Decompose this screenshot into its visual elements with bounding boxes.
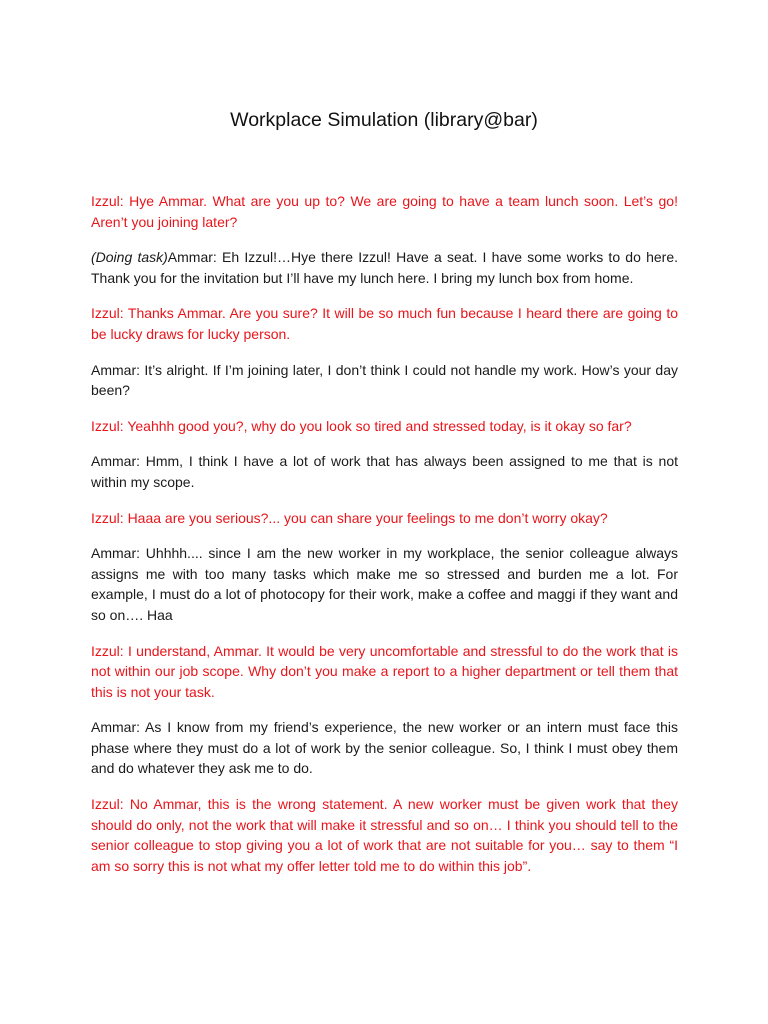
dialogue-line-ammar	[91, 360, 678, 401]
dialogue-text: Ammar: Eh Izzul!…Hye there Izzul! Have a seat. I have some works to do here. Thank you for the invitation but I’ll have my lunch here. I bring my lunch box from home.	[91, 249, 679, 286]
dialogue-text: Izzul: Hye Ammar. What are you up to? We are going to have a team lunch soon. Let’s go! Aren’t you joining later?	[91, 193, 678, 230]
dialogue-text: Izzul: I understand, Ammar. It would be very uncomfortable and stressful to do the work that is not within our job scope. Why don’t you make a report to a higher department or tell them that this is not your task.	[91, 642, 678, 700]
dialogue-text: Ammar: Uhhhh.... since I am the new worker in my workplace, the senior colleague always assigns me with too many tasks which make me so stressed and burden me a lot. For example, I must do a lot of photocopy for their work, make a coffee and maggi if they want and so on…. Haa	[91, 545, 678, 623]
dialogue-line-izzul	[91, 794, 678, 876]
dialogue-line-izzul	[91, 508, 678, 529]
dialogue-text: Izzul: Yeahhh good you?, why do you look so tired and stressed today, is it okay so far?	[91, 417, 632, 434]
dialogue-text: Ammar: Hmm, I think I have a lot of work that has always been assigned to me that is not within my scope.	[91, 453, 678, 490]
document-title: Workplace Simulation (library@bar)	[230, 109, 538, 131]
dialogue-line-ammar	[91, 717, 678, 779]
dialogue-text: Ammar: It’s alright. If I’m joining later, I don’t think I could not handle my work. How’s your day been?	[91, 361, 678, 399]
dialogue-text: Izzul: No Ammar, this is the wrong statement. A new worker must be given work that they should do only, not the work that will make it stressful and so on… I think you should tell to the senior colleague to stop giving you a lot of work that are not suitable for you… say to them “I am so sorry this is not what my offer letter told me to do within this job”.	[91, 796, 678, 874]
dialogue-line-izzul	[91, 191, 678, 232]
stage-direction: (Doing task)	[91, 249, 168, 266]
dialogue-line-ammar	[91, 247, 678, 288]
dialogue-line-ammar	[91, 451, 678, 492]
dialogue-text: Izzul: Thanks Ammar. Are you sure? It will be so much fun because I heard there are going to be lucky draws for lucky person.	[91, 305, 678, 342]
dialogue-line-ammar	[91, 543, 678, 625]
dialogue-text: Ammar: As I know from my friend’s experience, the new worker or an intern must face this phase where they must do a lot of work by the senior colleague. So, I think I must obey them and do whatever they ask me to do.	[91, 719, 678, 777]
dialogue-line-izzul	[91, 303, 678, 344]
dialogue-line-izzul	[91, 416, 678, 437]
dialogue-text: Izzul: Haaa are you serious?... you can share your feelings to me don’t worry okay?	[91, 509, 608, 526]
dialogue-body	[91, 191, 678, 891]
dialogue-line-izzul	[91, 641, 678, 703]
